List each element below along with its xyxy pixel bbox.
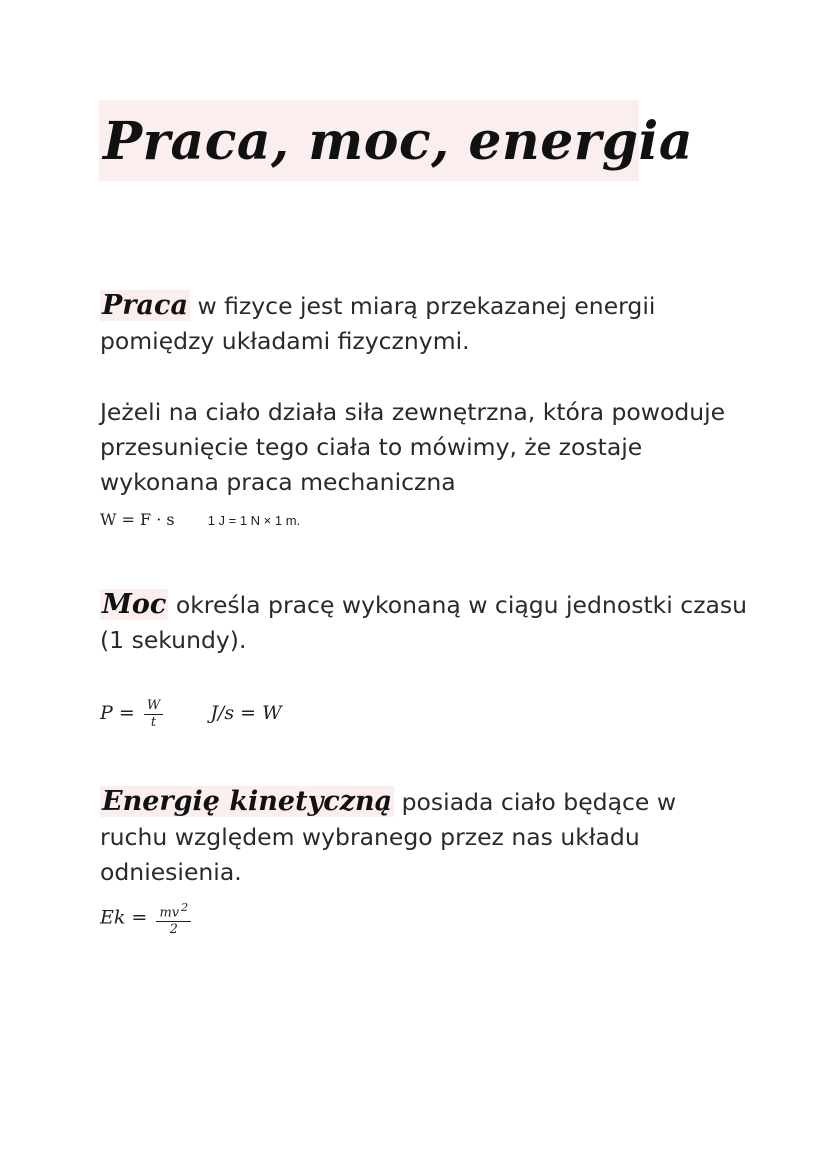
praca-mechanical-text: Jeżeli na ciało działa siła zewnętrzna, która powoduje przesunięcie tego ciała to mówimy, że zostaje wykonana praca mechaniczna — [100, 398, 726, 496]
praca-unit: 1 J = 1 N × 1 m. — [207, 513, 301, 528]
moc-fraction-numerator: W — [144, 698, 163, 715]
moc-definition — [100, 587, 750, 658]
moc-fraction — [144, 698, 163, 731]
energia-fraction-mv: mv — [159, 905, 180, 921]
moc-formula-line — [100, 698, 282, 731]
energia-fraction-numerator — [156, 900, 191, 922]
moc-definition-text: określa pracę wykonaną w ciągu jednostki czasu (1 sekundy). — [100, 591, 748, 654]
praca-definition-text: w fizyce jest miarą przekazanej energii pomiędzy układami fizycznymi. — [100, 292, 656, 355]
energia-formula-lhs: Ek = — [100, 906, 148, 929]
energia-definition-text: posiada ciało będące w ruchu względem wybranego przez nas układu odniesienia. — [100, 788, 677, 886]
energia-exponent: 2 — [181, 901, 189, 914]
praca-keyword: Praca — [102, 290, 188, 321]
energia-definition — [100, 784, 750, 890]
praca-definition — [100, 288, 750, 359]
praca-formula-line — [100, 510, 300, 529]
page-title: Praca, moc, energia — [103, 111, 694, 172]
moc-keyword: Moc — [102, 589, 167, 620]
moc-formula-lhs: P = — [100, 702, 135, 724]
energia-fraction-denominator: 2 — [169, 922, 178, 938]
moc-fraction-denominator: t — [150, 715, 157, 730]
praca-formula: W = F · s — [100, 510, 175, 529]
energia-fraction — [156, 900, 191, 938]
energia-formula-line — [100, 900, 195, 938]
energia-keyword: Energię kinetyczną — [102, 786, 393, 817]
moc-unit: J/s = W — [210, 702, 282, 724]
